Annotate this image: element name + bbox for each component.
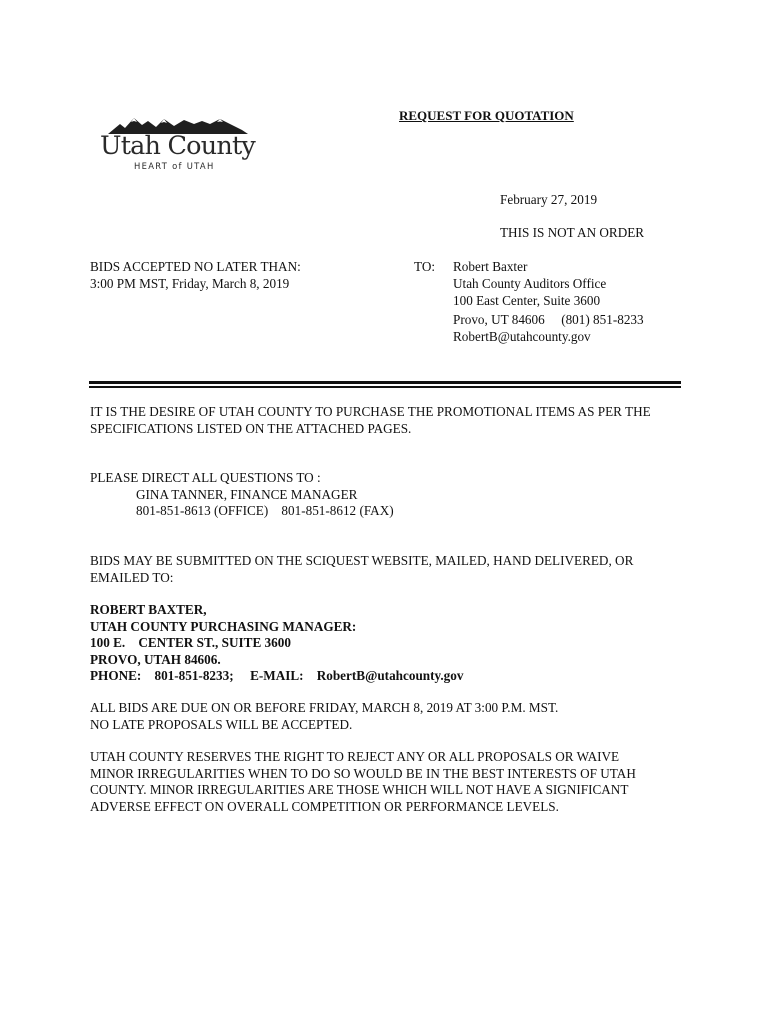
bids-deadline-value: 3:00 PM MST, Friday, March 8, 2019 (90, 276, 290, 291)
to-email: RobertB@utahcounty.gov (453, 329, 591, 344)
contact-phone-email: PHONE: 801-851-8233; E-MAIL: RobertB@utahcounty.gov (90, 668, 464, 684)
text-line: ALL BIDS ARE DUE ON OR BEFORE FRIDAY, MARCH 8, 2019 AT 3:00 P.M. MST. (90, 700, 559, 715)
logo-wordmark: Utah County (100, 131, 256, 161)
contact-title: UTAH COUNTY PURCHASING MANAGER: (90, 618, 357, 634)
reservation-paragraph (90, 749, 690, 815)
bids-deadline-label: BIDS ACCEPTED NO LATER THAN: (90, 259, 301, 274)
text-line: SPECIFICATIONS LISTED ON THE ATTACHED PAGES. (90, 420, 412, 436)
text-line: IT IS THE DESIRE OF UTAH COUNTY TO PURCHASE THE PROMOTIONAL ITEMS AS PER THE (90, 404, 651, 419)
to-city-phone: Provo, UT 84606 (801) 851-8233 (453, 312, 644, 327)
to-label: TO: (414, 259, 436, 274)
text-line: NO LATE PROPOSALS WILL BE ACCEPTED. (90, 716, 353, 732)
text-line: UTAH COUNTY RESERVES THE RIGHT TO REJECT ANY OR ALL PROPOSALS OR WAIVE (90, 749, 620, 764)
document-date: February 27, 2019 (500, 192, 598, 207)
to-street: 100 East Center, Suite 3600 (453, 293, 601, 308)
submission-paragraph (90, 553, 690, 586)
not-an-order-notice: THIS IS NOT AN ORDER (500, 225, 645, 240)
questions-paragraph (90, 470, 690, 520)
divider-rule-bottom (89, 386, 681, 388)
logo-tagline: HEART of UTAH (134, 161, 215, 171)
utah-county-logo (98, 112, 268, 174)
to-office: Utah County Auditors Office (453, 276, 607, 291)
text-line: ADVERSE EFFECT ON OVERALL COMPETITION OR PERFORMANCE LEVELS. (90, 798, 559, 814)
questions-contact-name: GINA TANNER, FINANCE MANAGER (136, 486, 358, 502)
document-title: REQUEST FOR QUOTATION (399, 108, 574, 123)
divider-rule-top (89, 381, 681, 384)
contact-city: PROVO, UTAH 84606. (90, 651, 221, 667)
text-line: EMAILED TO: (90, 569, 174, 585)
purchase-desire-paragraph (90, 404, 690, 437)
to-name: Robert Baxter (453, 259, 528, 274)
text-line: COUNTY. MINOR IRREGULARITIES ARE THOSE WHICH WILL NOT HAVE A SIGNIFICANT (90, 782, 629, 798)
questions-heading: PLEASE DIRECT ALL QUESTIONS TO : (90, 470, 321, 485)
contact-name: ROBERT BAXTER, (90, 602, 207, 617)
contact-street: 100 E. CENTER ST., SUITE 3600 (90, 635, 291, 651)
text-line: BIDS MAY BE SUBMITTED ON THE SCIQUEST WEBSITE, MAILED, HAND DELIVERED, OR (90, 553, 634, 568)
questions-contact-phones: 801-851-8613 (OFFICE) 801-851-8612 (FAX) (136, 503, 394, 519)
purchasing-contact-block (90, 602, 690, 685)
text-line: MINOR IRREGULARITIES WHEN TO DO SO WOULD BE IN THE BEST INTERESTS OF UTAH (90, 765, 636, 781)
due-date-paragraph (90, 700, 690, 733)
